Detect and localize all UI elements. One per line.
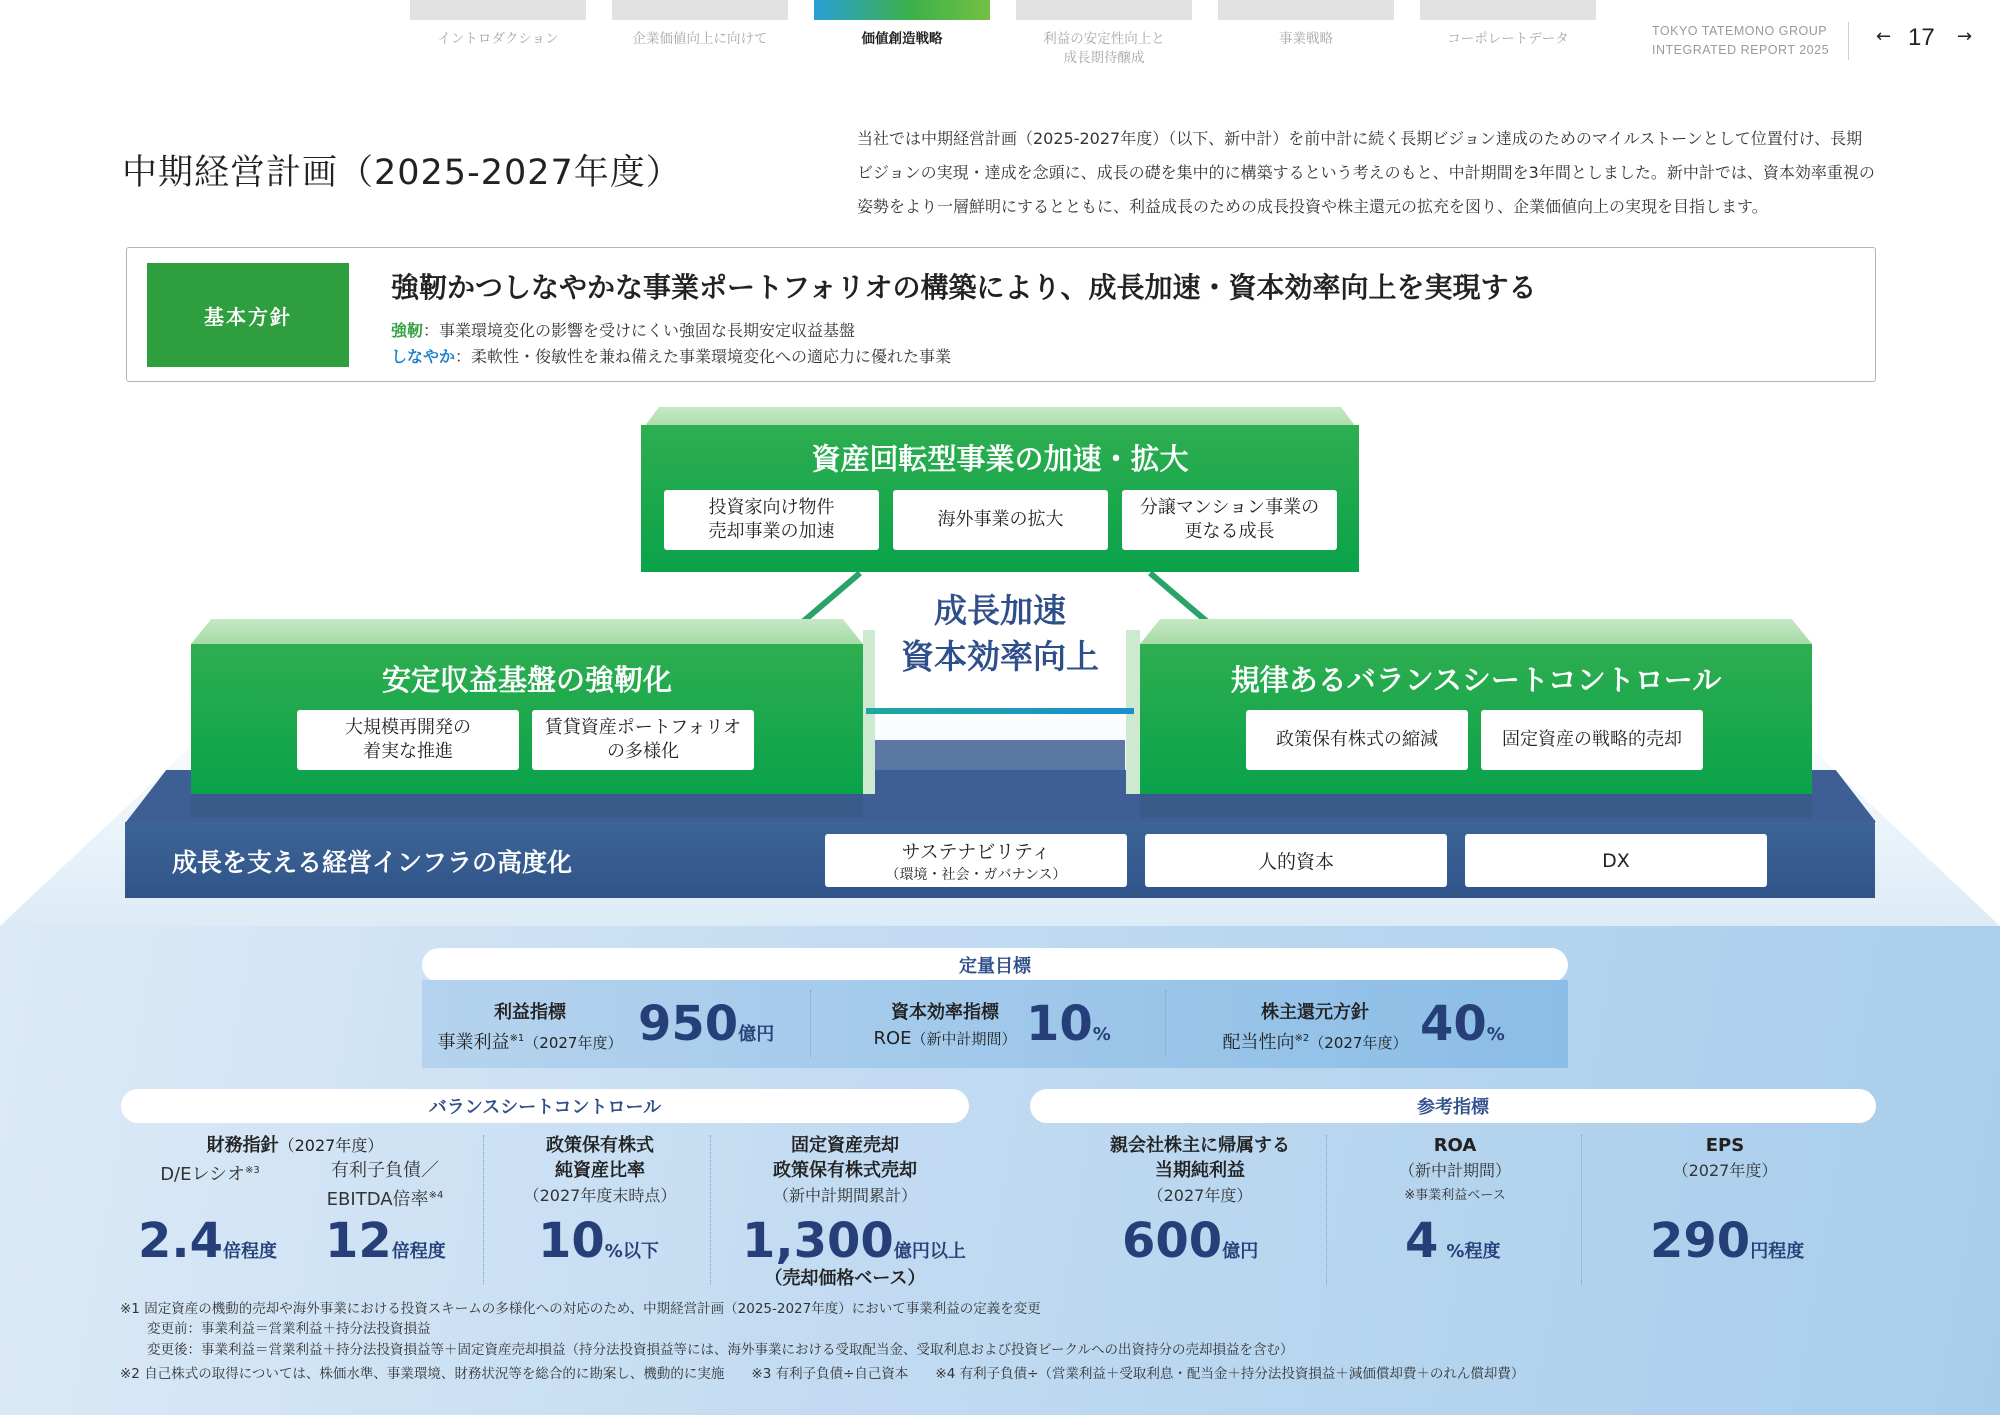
investor-property-item: 投資家向け物件 売却事業の加速 — [664, 490, 879, 550]
efficiency-indicator: 資本効率指標 ROE（新中計期間） — [873, 1002, 1017, 1049]
page-title: 中期経営計画（2025-2027年度） — [122, 153, 682, 193]
tab-label: 企業価値向上に向けて — [632, 31, 768, 47]
footnote-1: ※1 固定資産の機動的売却や海外事業における投資スキームの多様化への対応のため、中期経営計画（2025-2027年度）において事業利益の定義を変更 — [120, 1301, 1041, 1317]
quant-targets-pill: 定量目標 — [422, 948, 1568, 982]
asset-sale-value: 1,300億円以上 — [742, 1213, 966, 1269]
sustainability-box: サステナビリティ （環境・社会・ガバナンス） — [825, 834, 1127, 887]
tab-label: 利益の安定性向上と 成長期待醸成 — [1043, 31, 1165, 66]
asset-sale-label: 固定資産売却 政策保有株式売却 — [773, 1135, 917, 1181]
cross-holding-ratio-period: （2027年度末時点） — [523, 1186, 677, 1205]
asset-sale-period: （新中計期間累計） — [772, 1186, 917, 1205]
tab-introduction[interactable] — [410, 0, 586, 49]
footnote-1-before: 変更前：事業利益＝営業利益＋持分法投資損益 — [120, 1321, 431, 1337]
divider — [1581, 1135, 1582, 1285]
management-infra-title: 成長を支える経営インフラの高度化 — [172, 848, 573, 877]
shareholder-return-indicator: 株主還元方針 配当性向$^{※2}$（2027年度） — [1222, 1002, 1408, 1053]
de-ratio-value: 2.4倍程度 — [138, 1213, 278, 1269]
condominium-item: 分譲マンション事業の 更なる成長 — [1122, 490, 1337, 550]
tab-label: 事業戦略 — [1279, 31, 1333, 47]
tab-bar — [1420, 0, 1596, 20]
prev-page-arrow-icon[interactable]: ← — [1876, 26, 1892, 47]
tab-label: 価値創造戦略 — [861, 31, 943, 47]
eps-label: EPS — [1705, 1135, 1745, 1156]
roa-period: （新中計期間） — [1398, 1161, 1511, 1180]
net-income-value: 600億円 — [1122, 1213, 1259, 1269]
tab-business-strategy[interactable] — [1218, 0, 1394, 49]
ebitda-ratio-label: 有利子負債／ EBITDA倍率$^{※4}$ — [326, 1160, 444, 1210]
large-redevelopment-item: 大規模再開発の 着実な推進 — [297, 710, 519, 770]
profit-target-value: 950億円 — [638, 996, 775, 1052]
tab-profit-stability[interactable] — [1016, 0, 1192, 68]
footnote-2-4: ※2 自己株式の取得については、株価水準、事業環境、財務状況等を総合的に勘案し、機動的に実施 ※3 有利子負債÷自己資本 ※4 有利子負債÷（営業利益＋受取利息・配当金＋持分法投資損益＋減価償却費＋のれん償却費） — [120, 1366, 1525, 1382]
footnote-1-after: 変更後：事業利益＝営業利益＋持分法投資損益等＋固定資産売却損益（持分法投資損益等には、海外事業における受取配当金、受取利息および投資ビークルへの出資持分の売却損益を含む） — [120, 1342, 1294, 1358]
payout-target-value: 40% — [1420, 996, 1505, 1052]
next-page-arrow-icon[interactable]: → — [1957, 26, 1973, 47]
balance-sheet-title: 規律あるバランスシートコントロール — [1230, 663, 1722, 697]
cross-shareholding-item: 政策保有株式の縮減 — [1246, 710, 1468, 770]
tab-bar — [1218, 0, 1394, 20]
divider — [1326, 1135, 1327, 1285]
rental-portfolio-item: 賃貸資産ポートフォリオ の多様化 — [532, 710, 754, 770]
cross-holding-ratio-label: 政策保有株式 純資産比率 — [546, 1135, 654, 1181]
cross-holding-ratio-value: 10%以下 — [538, 1213, 659, 1269]
roa-label: ROA — [1433, 1135, 1477, 1156]
growth-efficiency-label: 成長加速 資本効率向上 — [901, 591, 1099, 676]
human-capital-box: 人的資本 — [1145, 834, 1447, 887]
divider — [483, 1135, 484, 1285]
tab-label: コーポレートデータ — [1447, 31, 1569, 47]
roe-target-value: 10% — [1026, 996, 1111, 1052]
bs-control-pill: バランスシートコントロール — [121, 1089, 969, 1123]
net-income-period: （2027年度） — [1147, 1186, 1253, 1205]
left-block-top-face — [191, 619, 863, 644]
divider — [1848, 22, 1849, 60]
reference-indicators-pill: 参考指標 — [1030, 1089, 1876, 1123]
divider — [1165, 990, 1166, 1058]
right-block-shadow — [1140, 794, 1812, 818]
tab-label: イントロダクション — [437, 31, 559, 47]
dx-box: DX — [1465, 834, 1767, 887]
ebitda-ratio-value: 12倍程度 — [325, 1213, 446, 1269]
policy-definition-flexible: しなやか：柔軟性・俊敏性を兼ね備えた事業環境変化への適応力に優れた事業 — [391, 347, 952, 366]
eps-value: 290円程度 — [1650, 1213, 1805, 1269]
tab-value-creation[interactable] — [814, 0, 990, 49]
tab-bar-active — [814, 0, 990, 20]
policy-definition-robust: 強靭：事業環境変化の影響を受けにくい強固な長期安定収益基盤 — [391, 321, 856, 340]
profit-indicator: 利益指標 事業利益$^{※1}$（2027年度） — [437, 1002, 623, 1053]
tab-enterprise-value[interactable] — [612, 0, 788, 49]
right-block-top-face — [1140, 619, 1812, 644]
divider — [710, 1135, 711, 1285]
stable-income-title: 安定収益基盤の強靭化 — [381, 663, 672, 697]
roa-value: 4 %程度 — [1405, 1213, 1501, 1269]
asset-sale-basis: （売却価格ベース） — [764, 1268, 926, 1289]
fixed-asset-sale-item: 固定資産の戦略的売却 — [1481, 710, 1703, 770]
basic-policy-statement: 強靭かつしなやかな事業ポートフォリオの構築により、成長加速・資本効率向上を実現する — [391, 271, 1537, 304]
asset-turnover-title: 資産回転型事業の加速・拡大 — [811, 442, 1189, 476]
de-ratio-label: D/Eレシオ$^{※3}$ — [160, 1164, 260, 1185]
tab-bar — [410, 0, 586, 20]
report-name: TOKYO TATEMONO GROUP INTEGRATED REPORT 2025 — [1652, 24, 1830, 58]
net-income-label: 親会社株主に帰属する 当期純利益 — [1110, 1135, 1290, 1181]
overseas-business-item: 海外事業の拡大 — [893, 490, 1108, 550]
financial-policy-label: 財務指針（2027年度） — [206, 1135, 384, 1156]
eps-period: （2027年度） — [1672, 1161, 1778, 1180]
center-accent-line — [866, 708, 1134, 714]
intro-paragraph: 当社では中期経営計画（2025-2027年度）（以下、新中計）を前中計に続く長期ビジョン達成のためのマイルストーンとして位置付け、長期ビジョンの実現・達成を念頭に、成長の礎を集中的に構築するという考えのもと、中計期間を3年間としました。新中計では、資本効率重視の姿勢をより一層鮮明にするとともに、利益成長のための成長投資や株主還元の拡充を図り、企業価値向上の実現を目指します。 — [857, 129, 1875, 216]
page-number: 17 — [1908, 24, 1935, 51]
tab-corporate-data[interactable] — [1420, 0, 1596, 49]
basic-policy-tag: 基本方針 — [147, 263, 349, 367]
roa-basis: ※事業利益ベース — [1404, 1188, 1506, 1203]
divider — [810, 990, 811, 1058]
left-block-shadow — [191, 794, 863, 818]
tab-bar — [612, 0, 788, 20]
tab-bar — [1016, 0, 1192, 20]
